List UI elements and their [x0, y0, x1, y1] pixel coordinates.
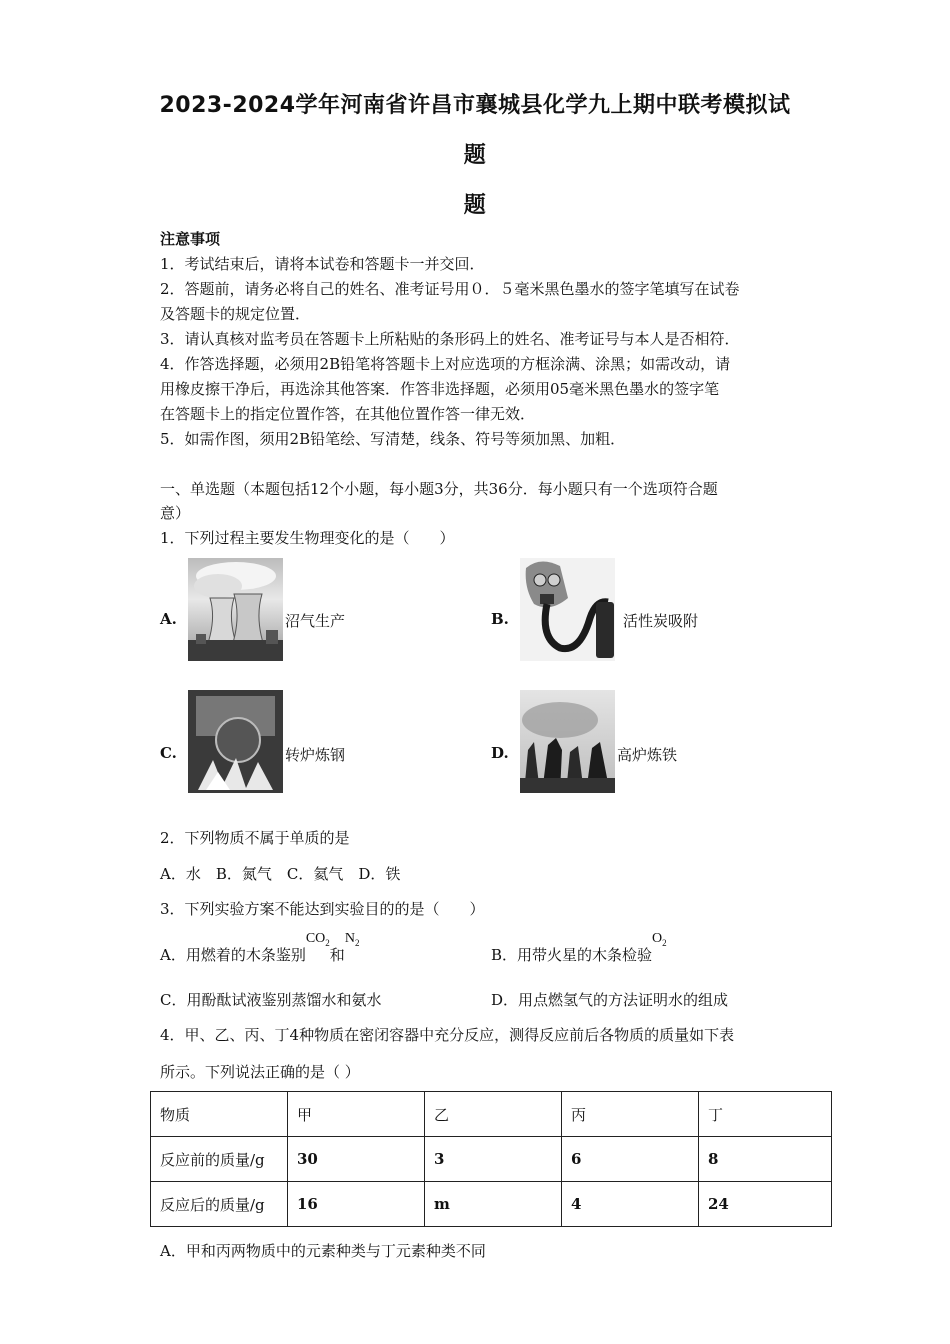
table-header-cell: 丙: [562, 1092, 699, 1137]
co2-formula: [306, 931, 330, 946]
table-cell: 16: [288, 1182, 425, 1227]
note-line: 用橡皮擦干净后，再选涂其他答案．作答非选择题，必须用05毫米黑色墨水的签字笔: [160, 380, 720, 398]
o2-symbol: O: [652, 931, 663, 946]
note-line: 5．如需作图，须用2B铅笔绘、写清楚，线条、符号等须加黑、加粗．: [160, 430, 626, 448]
table-header-cell: 物质: [151, 1092, 288, 1137]
mass-table: [150, 1091, 832, 1227]
page-subtitle: 题: [463, 193, 487, 218]
note-line: 及答题卡的规定位置．: [160, 305, 311, 323]
q3-option-a-text: A．用燃着的木条鉴别: [160, 946, 306, 964]
table-header-cell: 乙: [425, 1092, 562, 1137]
note-line: 2．答题前，请务必将自己的姓名、准考证号用０．５毫米黑色墨水的签字笔填写在试卷: [160, 280, 740, 298]
q1-option-a-label: A.: [160, 610, 177, 628]
q1-option-c-image: [188, 690, 283, 793]
table-row: [151, 1182, 832, 1227]
gas-mask-illustration: [520, 558, 615, 661]
o2-formula: [652, 931, 667, 946]
section-heading: 一、单选题（本题包括12个小题，每小题3分，共36分．每小题只有一个选项符合题: [160, 480, 718, 498]
table-cell: 反应后的质量/g: [151, 1182, 288, 1227]
q1-option-b-label: B.: [491, 610, 509, 628]
question-1-stem: 1．下列过程主要发生物理变化的是（ ）: [160, 529, 455, 547]
page-title-continued: 题: [463, 143, 487, 168]
q4-option-a: A．甲和丙两物质中的元素种类与丁元素种类不同: [160, 1242, 486, 1260]
q1-option-c-text: 转炉炼钢: [285, 746, 346, 764]
table-cell: 6: [562, 1137, 699, 1182]
question-4-stem: 4．甲、乙、丙、丁4种物质在密闭容器中充分反应，测得反应前后各物质的质量如下表: [160, 1026, 735, 1044]
q1-option-c-label: C.: [160, 744, 177, 762]
table-cell: 30: [288, 1137, 425, 1182]
section-heading-continued: 意）: [160, 504, 191, 522]
q3-option-a: [160, 931, 360, 965]
q3-option-d: D．用点燃氢气的方法证明水的组成: [491, 991, 729, 1009]
question-2-stem: 2．下列物质不属于单质的是: [160, 829, 350, 847]
question-2-options: A．水 B．氮气 C．氦气 D．铁: [160, 865, 401, 883]
q1-option-d-label: D.: [491, 744, 509, 762]
cooling-tower-illustration: [188, 558, 283, 661]
n2-symbol: N: [344, 931, 355, 946]
q3-option-c: C．用酚酞试液鉴别蒸馏水和氨水: [160, 991, 382, 1009]
table-header-cell: 丁: [699, 1092, 832, 1137]
table-cell: 3: [425, 1137, 562, 1182]
q3-option-b: [491, 931, 667, 965]
question-4-stem-continued: 所示。下列说法正确的是（ ）: [160, 1063, 360, 1081]
question-3-stem: 3．下列实验方案不能达到实验目的的是（ ）: [160, 900, 485, 918]
q1-option-b-image: [520, 558, 615, 661]
table-header-cell: 甲: [288, 1092, 425, 1137]
q1-option-a-text: 沼气生产: [285, 612, 346, 630]
q1-option-d-text: 高炉炼铁: [617, 746, 678, 764]
note-line: 4．作答选择题，必须用2B铅笔将答题卡上对应选项的方框涂满、涂黑；如需改动，请: [160, 355, 731, 373]
co2-symbol: CO: [305, 931, 326, 946]
table-header-row: [151, 1092, 832, 1137]
table-cell: 24: [699, 1182, 832, 1227]
table-cell: 反应前的质量/g: [151, 1137, 288, 1182]
n2-formula: [345, 931, 360, 946]
co2-subscript: 2: [325, 937, 330, 948]
q1-option-a-image: [188, 558, 283, 661]
page-title: 2023-2024学年河南省许昌市襄城县化学九上期中联考模拟试: [159, 93, 791, 118]
q3-option-a-and: 和: [329, 946, 345, 964]
o2-subscript: 2: [662, 937, 667, 948]
note-line: 1．考试结束后，请将本试卷和答题卡一并交回．: [160, 255, 485, 273]
table-row: [151, 1137, 832, 1182]
notes-heading: 注意事项: [160, 230, 221, 248]
table-cell: 4: [562, 1182, 699, 1227]
q1-option-b-text: 活性炭吸附: [623, 612, 699, 630]
note-line: 3．请认真核对监考员在答题卡上所粘贴的条形码上的姓名、准考证号与本人是否相符．: [160, 330, 740, 348]
q3-option-b-text: B．用带火星的木条检验: [491, 946, 653, 964]
n2-subscript: 2: [354, 937, 360, 948]
steel-converter-illustration: [188, 690, 283, 793]
q1-option-d-image: [520, 690, 615, 793]
note-line: 在答题卡上的指定位置作答，在其他位置作答一律无效．: [160, 405, 536, 423]
table-cell: m: [425, 1182, 562, 1227]
blast-furnace-illustration: [520, 690, 615, 793]
table-cell: 8: [699, 1137, 832, 1182]
